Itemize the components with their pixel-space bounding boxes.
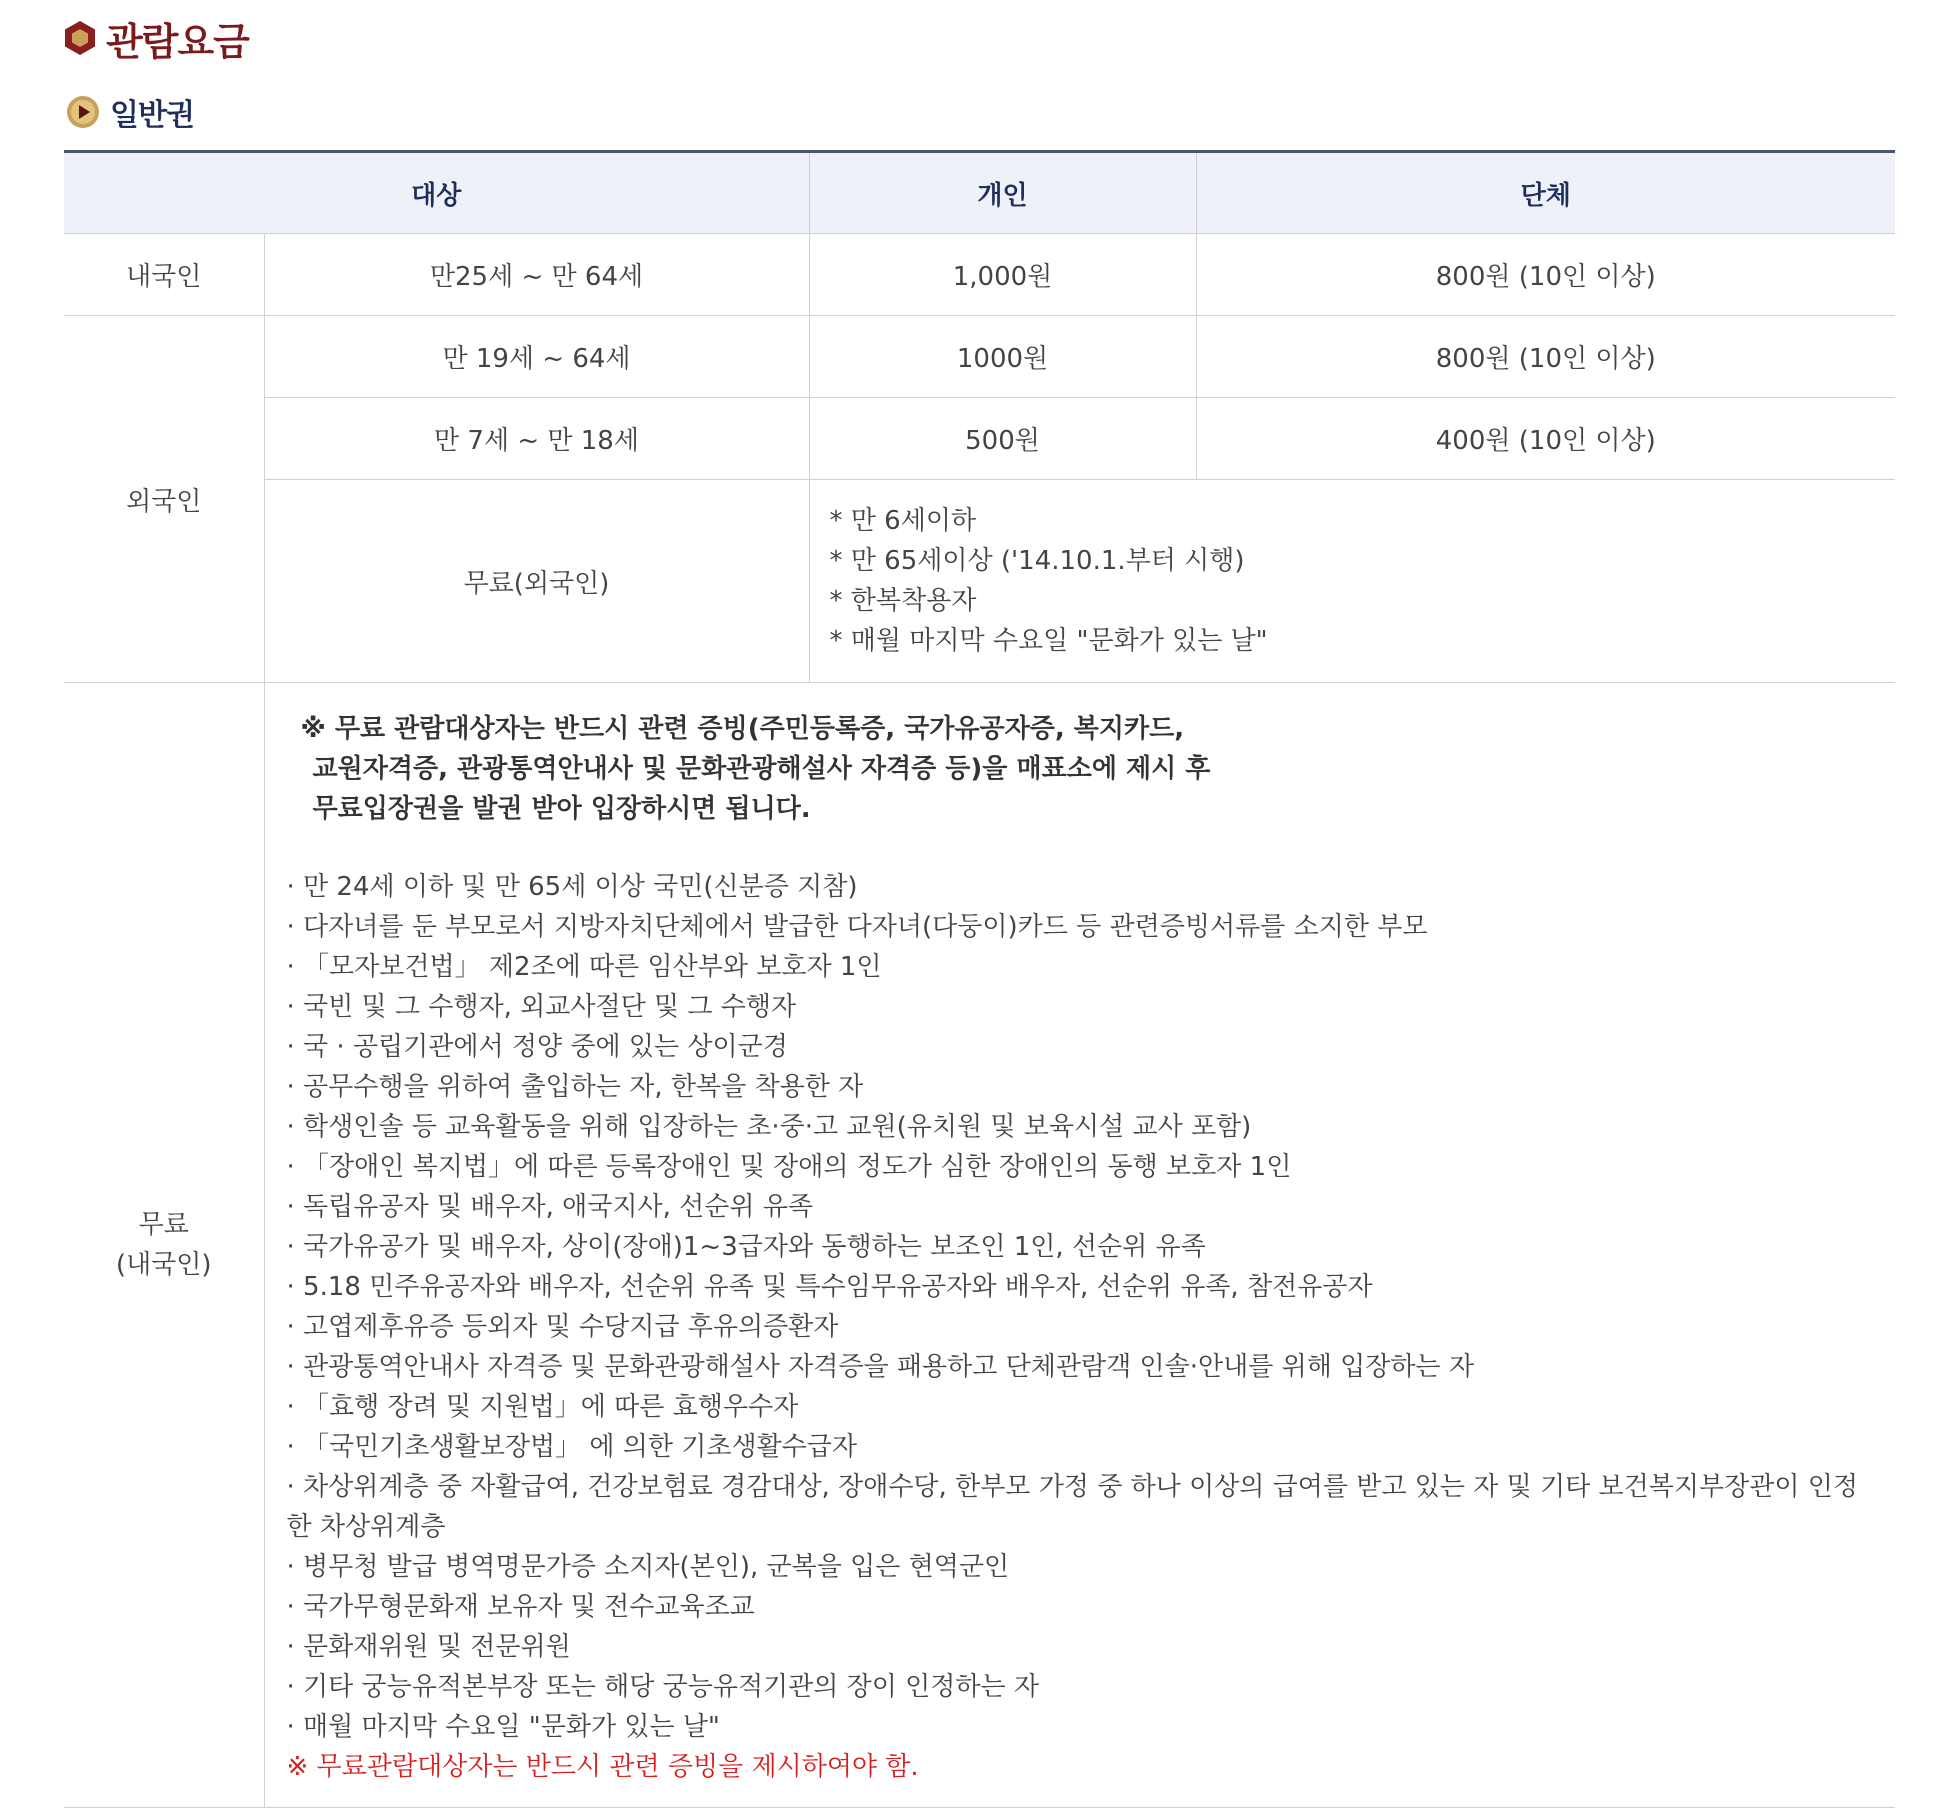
list-item: · 국빈 및 그 수행자, 외교사절단 및 그 수행자 bbox=[286, 992, 797, 1022]
list-item: · 만 24세 이하 및 만 65세 이상 국민(신분증 지참) bbox=[286, 872, 858, 902]
warning-text: ※ 무료관람대상자는 반드시 관련 증빙을 제시하여야 함. bbox=[286, 1752, 919, 1782]
list-item: · 5.18 민주유공자와 배우자, 선순위 유족 및 특수임무유공자와 배우자, 선순위 유족, 참전유공자 bbox=[286, 1272, 1373, 1302]
table-row bbox=[64, 398, 1895, 480]
age-range: 만 19세 ~ 64세 bbox=[264, 316, 809, 398]
list-item: · 국가유공가 및 배우자, 상이(장애)1~3급자와 동행하는 보조인 1인, 선순위 유족 bbox=[286, 1232, 1206, 1262]
list-item: · 국 · 공립기관에서 정양 중에 있는 상이군경 bbox=[286, 1032, 788, 1062]
list-item: · 기타 궁능유적본부장 또는 해당 궁능유적기관의 장이 인정하는 자 bbox=[286, 1672, 1040, 1702]
list-item: · 국가무형문화재 보유자 및 전수교육조교 bbox=[286, 1592, 755, 1622]
list-item: · 「효행 장려 및 지원법」에 따른 효행우수자 bbox=[286, 1392, 799, 1422]
table-row bbox=[64, 683, 1895, 1808]
page-title: 관람요금 bbox=[106, 19, 249, 64]
subtitle-text: 일반권 bbox=[110, 98, 194, 133]
header-target: 대상 bbox=[64, 152, 809, 234]
list-item: · 매월 마지막 수요일 "문화가 있는 날" bbox=[286, 1712, 720, 1742]
list-item: · 「모자보건법」 제2조에 따른 임산부와 보호자 1인 bbox=[286, 952, 882, 982]
list-item: · 독립유공자 및 배우자, 애국지사, 선순위 유족 bbox=[286, 1192, 813, 1222]
free-domestic-detail bbox=[264, 683, 1895, 1808]
notice-line: 무료입장권을 발권 받아 입장하시면 됩니다. bbox=[312, 794, 811, 824]
eligibility-list bbox=[287, 867, 1876, 1787]
section-title bbox=[64, 10, 249, 66]
list-item: · 「국민기초생활보장법」 에 의한 기초생활수급자 bbox=[286, 1432, 858, 1462]
note-line: * 만 65세이상 ('14.10.1.부터 시행) bbox=[829, 546, 1245, 576]
header-group: 단체 bbox=[1196, 152, 1895, 234]
note-line: * 만 6세이하 bbox=[829, 506, 977, 536]
note-line: * 매월 마지막 수요일 "문화가 있는 날" bbox=[829, 626, 1268, 656]
section-subtitle bbox=[66, 90, 194, 134]
age-range: 만 7세 ~ 만 18세 bbox=[264, 398, 809, 480]
header-individual: 개인 bbox=[809, 152, 1196, 234]
hexagon-bullet-icon bbox=[64, 20, 96, 56]
foreign-label: 외국인 bbox=[64, 316, 264, 683]
free-label-line: (내국인) bbox=[115, 1250, 212, 1280]
list-item: · 차상위계층 중 자활급여, 건강보험료 경감대상, 장애수당, 한부모 가정 중 하나 이상의 급여를 받고 있는 자 및 기타 보건복지부장관이 인정한 차상위계층 bbox=[286, 1472, 1858, 1542]
note-line: * 한복착용자 bbox=[829, 586, 977, 616]
fee-table bbox=[64, 150, 1895, 1808]
free-label-line: 무료 bbox=[138, 1210, 189, 1240]
notice-line: 교원자격증, 관광통역안내사 및 문화관광해설사 자격증 등)을 매표소에 제시 후 bbox=[312, 754, 1211, 784]
play-circle-icon bbox=[66, 95, 100, 129]
list-item: · 공무수행을 위하여 출입하는 자, 한복을 착용한 자 bbox=[286, 1072, 864, 1102]
notice-line: ※ 무료 관람대상자는 반드시 관련 증빙(주민등록증, 국가유공자증, 복지카드, bbox=[300, 714, 1185, 744]
free-domestic-label bbox=[64, 683, 264, 1808]
table-header-row bbox=[64, 152, 1895, 234]
free-notice bbox=[301, 709, 1876, 829]
free-foreign-notes bbox=[809, 480, 1895, 683]
group-fee: 400원 (10인 이상) bbox=[1196, 398, 1895, 480]
group-fee: 800원 (10인 이상) bbox=[1196, 234, 1895, 316]
list-item: · 병무청 발급 병역명문가증 소지자(본인), 군복을 입은 현역군인 bbox=[286, 1552, 1010, 1582]
list-item: · 고엽제후유증 등외자 및 수당지급 후유의증환자 bbox=[286, 1312, 839, 1342]
domestic-label: 내국인 bbox=[64, 234, 264, 316]
table-row bbox=[64, 234, 1895, 316]
list-item: · 다자녀를 둔 부모로서 지방자치단체에서 발급한 다자녀(다둥이)카드 등 관련증빙서류를 소지한 부모 bbox=[286, 912, 1428, 942]
age-range: 만25세 ~ 만 64세 bbox=[264, 234, 809, 316]
individual-fee: 1,000원 bbox=[809, 234, 1196, 316]
individual-fee: 1000원 bbox=[809, 316, 1196, 398]
free-foreign-label: 무료(외국인) bbox=[264, 480, 809, 683]
table-row bbox=[64, 316, 1895, 398]
list-item: · 학생인솔 등 교육활동을 위해 입장하는 초·중·고 교원(유치원 및 보육시설 교사 포함) bbox=[286, 1112, 1252, 1142]
individual-fee: 500원 bbox=[809, 398, 1196, 480]
list-item: · 관광통역안내사 자격증 및 문화관광해설사 자격증을 패용하고 단체관람객 인솔·안내를 위해 입장하는 자 bbox=[286, 1352, 1474, 1382]
group-fee: 800원 (10인 이상) bbox=[1196, 316, 1895, 398]
table-row bbox=[64, 480, 1895, 683]
list-item: · 문화재위원 및 전문위원 bbox=[286, 1632, 571, 1662]
list-item: · 「장애인 복지법」에 따른 등록장애인 및 장애의 정도가 심한 장애인의 동행 보호자 1인 bbox=[286, 1152, 1292, 1182]
